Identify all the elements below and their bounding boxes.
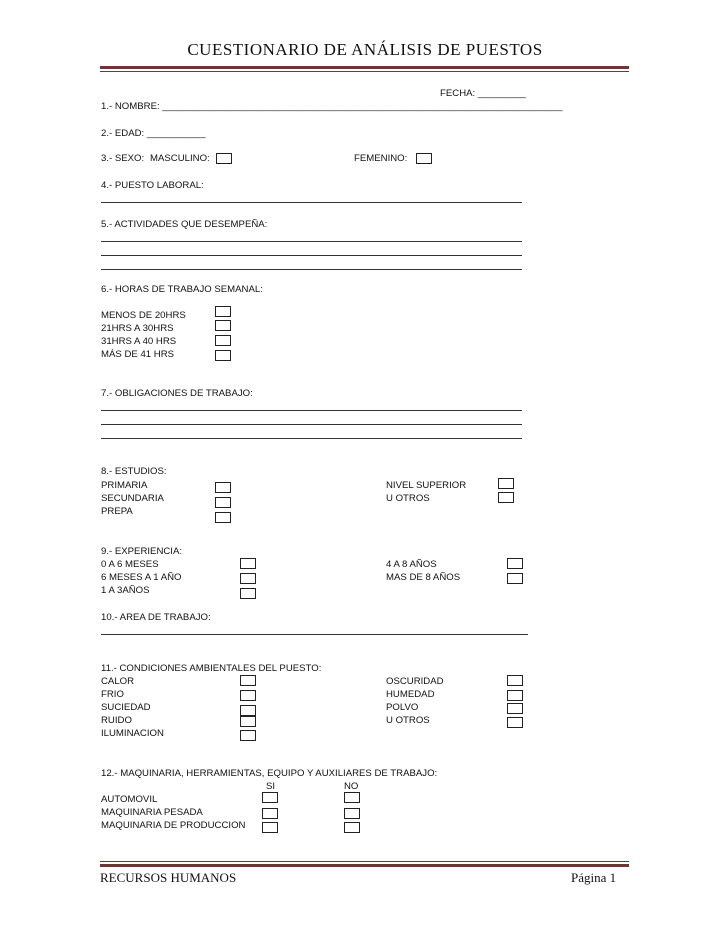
q5-answer-line-3[interactable] [101,269,522,270]
q11-option-checkbox[interactable] [507,717,523,728]
q11-option-label: ILUMINACION [101,728,164,739]
q6-option-label: MENOS DE 20HRS [101,310,186,321]
q6-option-checkbox[interactable] [215,320,231,331]
q11-option-checkbox[interactable] [240,730,256,741]
q4-answer-line[interactable] [101,202,522,203]
q12-item-label: MAQUINARIA PESADA [101,807,203,818]
q8-option-checkbox[interactable] [215,497,231,508]
q9-option-checkbox[interactable] [507,573,523,584]
q3-masculino-checkbox[interactable] [216,153,232,164]
q11-option-checkbox[interactable] [507,703,523,714]
q10-area-label: 10.- AREA DE TRABAJO: [101,612,211,623]
q3-masculino-label: MASCULINO: [150,153,210,164]
q5-answer-line-1[interactable] [101,241,522,242]
q9-option-label: 0 A 6 MESES [101,559,159,570]
q5-answer-line-2[interactable] [101,255,522,256]
q8-option-label: NIVEL SUPERIOR [386,480,467,491]
q12-si-checkbox[interactable] [262,822,278,833]
q11-option-label: HUMEDAD [386,689,435,700]
q6-option-checkbox[interactable] [215,335,231,346]
q9-option-checkbox[interactable] [240,588,256,599]
q12-item-label: AUTOMOVIL [101,794,158,805]
q12-si-checkbox[interactable] [262,808,278,819]
q6-option-checkbox[interactable] [215,306,231,317]
q12-si-checkbox[interactable] [262,792,278,803]
q7-answer-line-2[interactable] [101,424,522,425]
q8-option-checkbox[interactable] [498,478,514,489]
q6-option-label: 31HRS A 40 HRS [101,336,177,347]
q11-option-label: POLVO [386,702,419,713]
q8-option-checkbox[interactable] [498,492,514,503]
q10-answer-line[interactable] [101,634,528,635]
q8-option-label: SECUNDARIA [101,493,164,504]
q2-edad-label: 2.- EDAD: ___________ [101,128,206,139]
q11-option-label: U OTROS [386,715,430,726]
q9-experiencia-label: 9.- EXPERIENCIA: [101,546,183,557]
q8-estudios-label: 8.- ESTUDIOS: [101,466,167,477]
q7-obligaciones-label: 7.- OBLIGACIONES DE TRABAJO: [101,388,253,399]
q11-option-checkbox[interactable] [507,690,523,701]
q12-si-header: SI [266,781,276,792]
q11-option-checkbox[interactable] [507,675,523,686]
q9-option-label: 1 A 3AÑOS [101,585,150,596]
q8-option-checkbox[interactable] [215,482,231,493]
q3-femenino-checkbox[interactable] [416,153,432,164]
q12-no-checkbox[interactable] [344,822,360,833]
q6-option-checkbox[interactable] [215,350,231,361]
q12-no-header: NO [344,781,359,792]
q11-option-label: CALOR [101,676,135,687]
q8-option-label: PRIMARIA [101,480,148,491]
q6-option-label: 21HRS A 30HRS [101,323,174,334]
q7-answer-line-3[interactable] [101,438,522,439]
q11-option-checkbox[interactable] [240,705,256,716]
footer-page-number: Página 1 [571,870,617,885]
q8-option-label: PREPA [101,506,133,517]
q5-actividades-label: 5.- ACTIVIDADES QUE DESEMPEÑA: [101,219,268,230]
page-title: CUESTIONARIO DE ANÁLISIS DE PUESTOS [187,40,543,59]
q7-answer-line-1[interactable] [101,410,522,411]
q11-option-label: SUCIEDAD [101,702,151,713]
q6-option-label: MÁS DE 41 HRS [101,349,175,360]
q9-option-checkbox[interactable] [240,573,256,584]
q11-option-label: OSCURIDAD [386,676,444,687]
q9-option-label: 4 A 8 AÑOS [386,559,437,570]
q11-option-label: FRIO [101,689,124,700]
q11-condiciones-label: 11.- CONDICIONES AMBIENTALES DEL PUESTO: [101,663,322,674]
q6-horas-label: 6.- HORAS DE TRABAJO SEMANAL: [101,284,263,295]
q11-option-label: RUIDO [101,715,132,726]
q11-option-checkbox[interactable] [240,675,256,686]
footer-rule-thick [100,864,629,867]
q8-option-checkbox[interactable] [215,512,231,523]
footer-department: RECURSOS HUMANOS [100,870,237,885]
q9-option-checkbox[interactable] [507,558,523,569]
q8-option-label: U OTROS [386,493,430,504]
q9-option-checkbox[interactable] [240,558,256,569]
q12-maquinaria-label: 12.- MAQUINARIA, HERRAMIENTAS, EQUIPO Y AUXILIARES DE TRABAJO: [101,768,438,779]
q11-option-checkbox[interactable] [240,690,256,701]
q4-puesto-label: 4.- PUESTO LABORAL: [101,180,204,191]
q3-femenino-label: FEMENINO: [354,153,408,164]
q11-option-checkbox[interactable] [240,716,256,727]
q12-no-checkbox[interactable] [344,808,360,819]
q12-no-checkbox[interactable] [344,792,360,803]
q9-option-label: MAS DE 8 AÑOS [386,572,461,583]
header-rule-thick [100,66,629,69]
q3-sexo-label: 3.- SEXO: [101,153,145,164]
fecha-label: FECHA: _________ [440,88,526,99]
q12-item-label: MAQUINARIA DE PRODUCCION [101,820,246,831]
footer-rule-thin [100,861,629,862]
header-rule-thin [100,71,629,72]
q1-nombre-label: 1.- NOMBRE: ___________________________________________________________________________ [101,101,563,112]
q9-option-label: 6 MESES A 1 AÑO [101,572,182,583]
